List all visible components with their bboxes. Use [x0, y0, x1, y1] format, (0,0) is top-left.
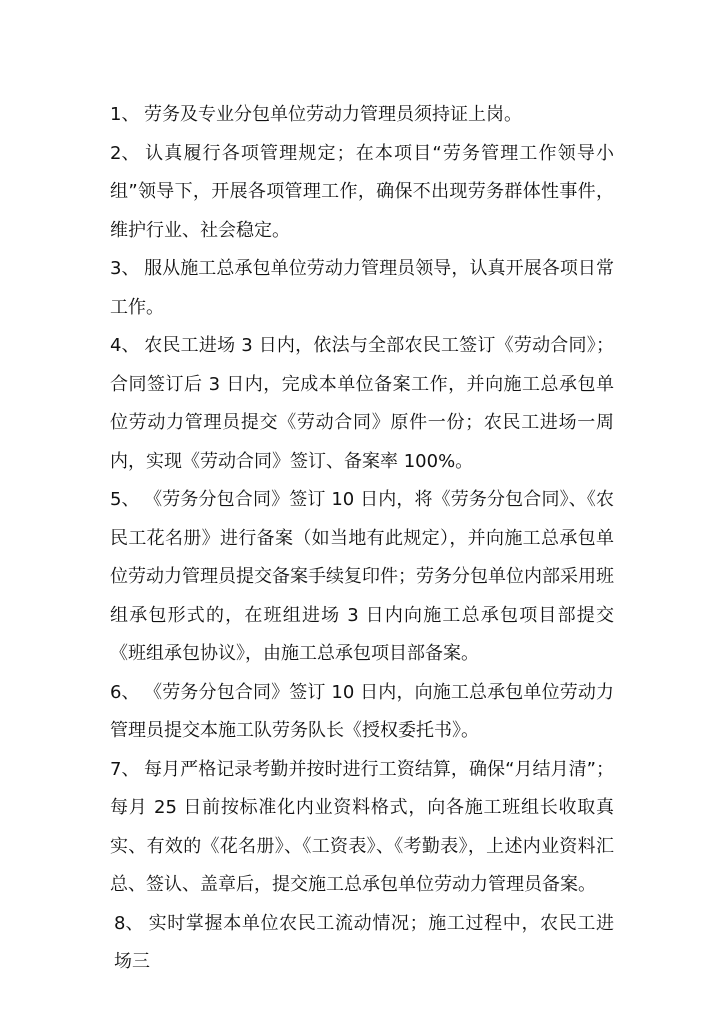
- item-text: 实时掌握本单位农民工流动情况；施工过程中，农民工进场三: [114, 912, 614, 972]
- item-number: 4、: [110, 335, 140, 356]
- item-text: 每月严格记录考勤并按时进行工资结算，确保“月结月清”；每月 25 日前按标准化内业资料格式，向各施工班组长收取真实、有效的《花名册》、《工资表》、《考勤表》，上述内业资料汇总、签认、盖章后，提交施工总承包单位劳动力管理员备案。: [110, 758, 614, 895]
- list-item-6: [110, 674, 614, 751]
- item-number: 7、: [110, 758, 140, 780]
- item-number: 5、: [110, 489, 140, 510]
- list-item-5: [110, 481, 614, 674]
- item-number: 6、: [110, 681, 140, 703]
- item-number: 1、: [110, 104, 140, 125]
- item-text: 农民工进场 3 日内，依法与全部农民工签订《劳动合同》；合同签订后 3 日内，完成本单位备案工作，并向施工总承包单位劳动力管理员提交《劳动合同》原件一份；农民工进场一周内，实现《劳动合同》签订、备案率 100%。: [110, 335, 614, 472]
- list-item-8: [110, 905, 614, 982]
- list-item-7: [110, 751, 614, 905]
- item-number: 2、: [110, 142, 140, 164]
- list-item-4: [110, 327, 614, 481]
- item-text: 《劳务分包合同》签订 10 日内，将《劳务分包合同》、《农民工花名册》进行备案（如当地有此规定），并向施工总承包单位劳动力管理员提交备案手续复印件；劳务分包单位内部采用班组承包形式的，在班组进场 3 日内向施工总承包项目部提交《班组承包协议》，由施工总承包项目部备案。: [110, 489, 614, 664]
- list-item-2: [110, 135, 614, 251]
- item-number: 8、: [114, 912, 144, 934]
- item-text: 《劳务分包合同》签订 10 日内，向施工总承包单位劳动力管理员提交本施工队劳务队长《授权委托书》。: [110, 681, 614, 741]
- document-page: [110, 96, 614, 982]
- list-item-3: [110, 250, 614, 327]
- item-text: 服从施工总承包单位劳动力管理员领导，认真开展各项日常工作。: [110, 258, 614, 318]
- item-text: 认真履行各项管理规定；在本项目“劳务管理工作领导小组”领导下，开展各项管理工作，确保不出现劳务群体性事件，维护行业、社会稳定。: [110, 142, 614, 241]
- item-text: 劳务及专业分包单位劳动力管理员须持证上岗。: [144, 104, 522, 125]
- list-item-1: [110, 96, 614, 135]
- item-number: 3、: [110, 258, 140, 279]
